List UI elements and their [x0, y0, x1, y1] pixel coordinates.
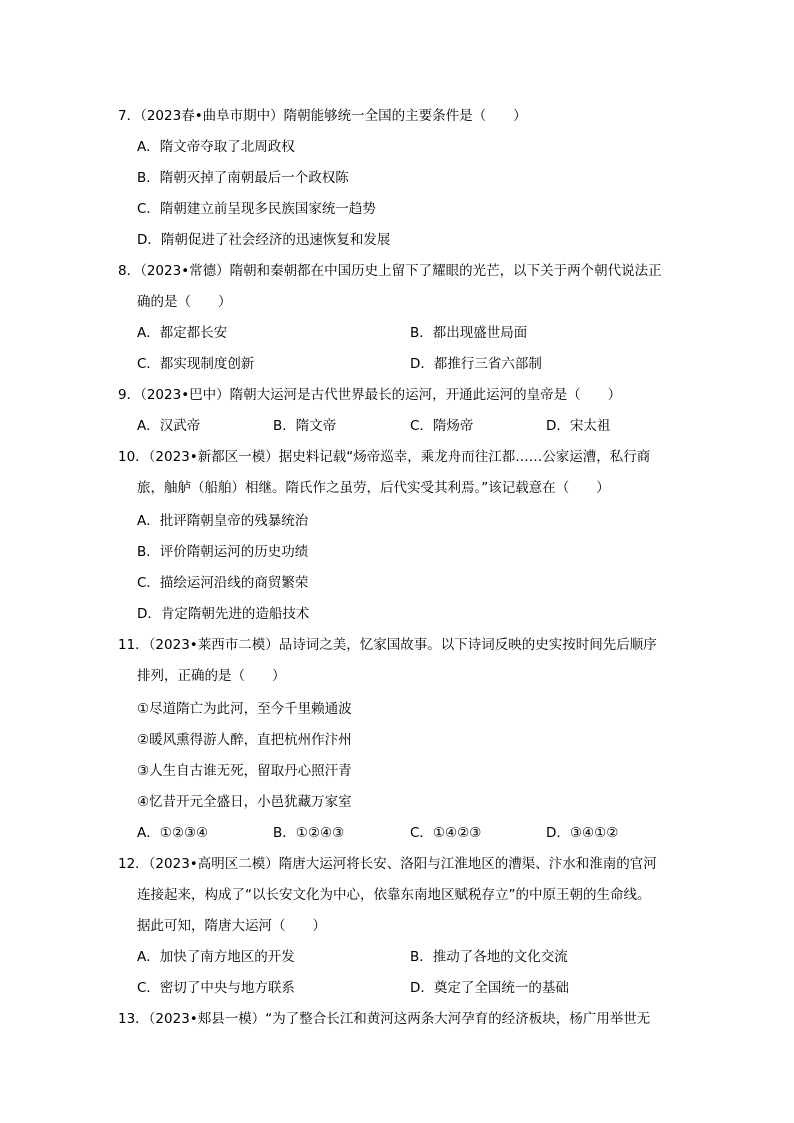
question-8-option-b: B．都出现盛世局面 [410, 325, 528, 341]
question-13-stem: 13．（2023•郏县一模）“为了整合长江和黄河这两条大河孕育的经济板块，杨广用举世无 [118, 1011, 651, 1027]
question-10-stem-cont: 旅，舳舻（船舶）相继。隋氏作之虽劳，后代实受其利焉。”该记载意在（ ） [137, 480, 610, 496]
question-11-poem-2: ②暖风熏得游人醉，直把杭州作汴州 [137, 732, 352, 748]
question-11-option-c: C．①④②③ [410, 825, 482, 841]
question-12-stem-cont-2: 据此可知，隋唐大运河（ ） [137, 918, 326, 934]
question-9-option-b: B．隋文帝 [273, 418, 337, 434]
question-7-option-c: C．隋朝建立前呈现多民族国家统一趋势 [137, 201, 376, 217]
question-12-option-a: A．加快了南方地区的开发 [137, 949, 295, 965]
question-11-option-d: D．③④①② [546, 825, 619, 841]
question-8-option-a: A．都定都长安 [137, 325, 228, 341]
question-12-option-c: C．密切了中央与地方联系 [137, 980, 295, 996]
question-9-option-c: C．隋炀帝 [410, 418, 474, 434]
question-11-poem-1: ①尽道隋亡为此河，至今千里赖通波 [137, 701, 352, 717]
question-11-poem-3: ③人生自古谁无死，留取丹心照汗青 [137, 763, 352, 779]
question-12-stem: 12．（2023•高明区二模）隋唐大运河将长安、洛阳与江淮地区的漕渠、汴水和淮南的官河 [118, 856, 657, 872]
question-10-option-a: A．批评隋朝皇帝的残暴统治 [137, 513, 309, 529]
question-9-option-d: D．宋太祖 [546, 418, 611, 434]
question-10-stem: 10．（2023•新都区一模）据史料记载“炀帝巡幸，乘龙舟而往江都……公家运漕，私行商 [118, 449, 651, 465]
question-11-poem-4: ④忆昔开元全盛日，小邑犹藏万家室 [137, 794, 352, 810]
question-11-stem: 11．（2023•莱西市二模）品诗词之美，忆家国故事。以下诗词反映的史实按时间先后顺序 [118, 637, 657, 653]
question-10-option-b: B．评价隋朝运河的历史功绩 [137, 544, 309, 560]
question-7-option-b: B．隋朝灭掉了南朝最后一个政权陈 [137, 170, 349, 186]
question-9-stem: 9．（2023•巴中）隋朝大运河是古代世界最长的运河，开通此运河的皇帝是（ ） [118, 387, 622, 403]
question-12-option-d: D．奠定了全国统一的基础 [410, 980, 569, 996]
question-10-option-c: C．描绘运河沿线的商贸繁荣 [137, 575, 309, 591]
question-8-stem: 8．（2023•常德）隋朝和秦朝都在中国历史上留下了耀眼的光芒，以下关于两个朝代说法正 [118, 263, 662, 279]
question-12-option-b: B．推动了各地的文化交流 [410, 949, 568, 965]
question-8-stem-cont: 确的是（ ） [137, 294, 232, 310]
question-11-option-a: A．①②③④ [137, 825, 209, 841]
question-7-option-d: D．隋朝促进了社会经济的迅速恢复和发展 [137, 232, 391, 248]
question-10-option-d: D．肯定隋朝先进的造船技术 [137, 606, 310, 622]
question-11-stem-cont: 排列，正确的是（ ） [137, 668, 286, 684]
question-9-option-a: A．汉武帝 [137, 418, 201, 434]
question-11-option-b: B．①②④③ [273, 825, 345, 841]
question-8-option-c: C．都实现制度创新 [137, 356, 255, 372]
question-7-option-a: A．隋文帝夺取了北周政权 [137, 139, 295, 155]
question-8-option-d: D．都推行三省六部制 [410, 356, 542, 372]
question-12-stem-cont-1: 连接起来，构成了“以长安文化为中心，依靠东南地区赋税存立”的中原王朝的生命线。 [137, 887, 651, 903]
question-7-stem: 7．（2023春•曲阜市期中）隋朝能够统一全国的主要条件是（ ） [118, 108, 527, 124]
